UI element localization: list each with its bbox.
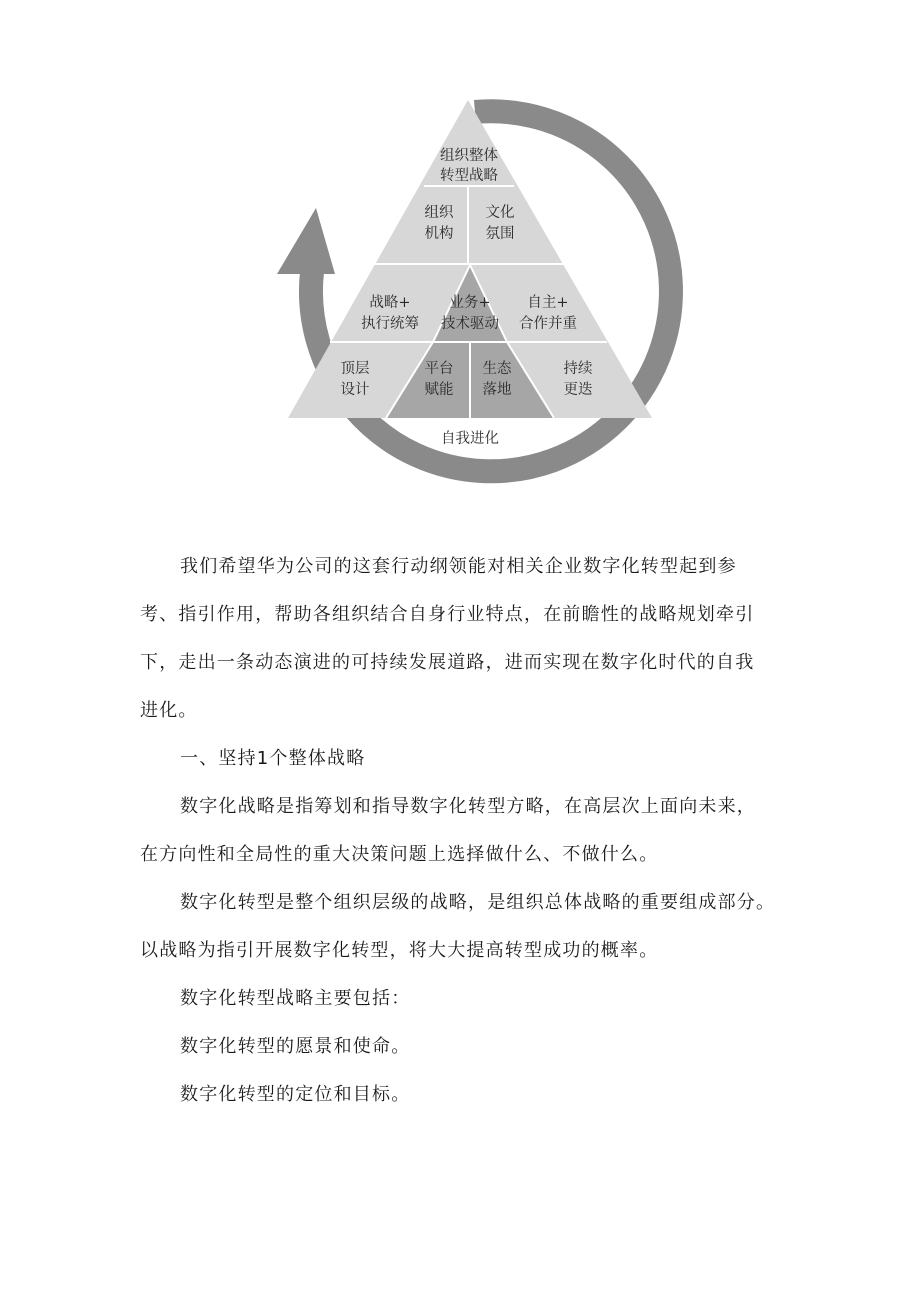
cycle-arrowhead-icon	[277, 208, 335, 274]
cell-autonomy-line2: 合作并重	[519, 316, 577, 332]
cell-strategy-line2: 执行统筹	[361, 316, 419, 332]
cell-top-line2: 转型战略	[440, 168, 498, 184]
cell-iterate-line1: 持续	[563, 361, 593, 377]
cell-top-line1: 组织整体	[440, 148, 498, 164]
p1-line3: 下，走出一条动态演进的可持续发展道路，进而实现在数字化时代的自我	[140, 652, 755, 673]
paragraph-3	[140, 879, 790, 975]
p2-line1: 数字化战略是指筹划和指导数字化转型方略，在高层次上面向未来，	[180, 796, 756, 817]
cell-strategy-line1: 战略+	[369, 295, 411, 311]
cell-culture-line2: 氛围	[485, 226, 515, 242]
paragraph-6	[140, 1071, 790, 1119]
p5-text: 数字化转型的愿景和使命。	[180, 1036, 411, 1057]
cell-org-line2: 机构	[424, 226, 454, 242]
cell-ecology-line1: 生态	[482, 361, 512, 377]
cell-toplevel-line1: 顶层	[340, 361, 370, 377]
cell-org-line1: 组织	[424, 205, 454, 221]
p2-line2: 在方向性和全局性的重大决策问题上选择做什么、不做什么。	[140, 844, 659, 865]
pyramid-diagram	[0, 0, 920, 500]
paragraph-4	[140, 975, 790, 1023]
cycle-label: 自我进化	[441, 431, 499, 447]
p3-line2: 以战略为指引开展数字化转型，将大大提高转型成功的概率。	[140, 940, 659, 961]
p1-line2: 考、指引作用，帮助各组织结合自身行业特点，在前瞻性的战略规划牵引	[140, 604, 755, 625]
p3-line1: 数字化转型是整个组织层级的战略，是组织总体战略的重要组成部分。	[180, 892, 776, 913]
cell-toplevel-line2: 设计	[340, 382, 370, 398]
section-heading-1	[140, 735, 790, 783]
p6-text: 数字化转型的定位和目标。	[180, 1084, 411, 1105]
paragraph-1	[140, 543, 790, 735]
paragraph-2	[140, 783, 790, 879]
cell-culture-line1: 文化	[485, 205, 515, 221]
cell-iterate-line2: 更迭	[563, 382, 593, 398]
heading1-text: 一、坚持1个整体战略	[180, 748, 366, 769]
p4-text: 数字化转型战略主要包括：	[180, 988, 411, 1009]
p1-line4: 进化。	[140, 700, 198, 721]
cell-platform-line2: 赋能	[424, 382, 454, 398]
cell-platform-line1: 平台	[424, 361, 454, 377]
cell-business-line1: 业务+	[449, 295, 491, 311]
cell-business-line2: 技术驱动	[441, 316, 499, 332]
paragraph-5	[140, 1023, 790, 1071]
p1-line1: 我们希望华为公司的这套行动纲领能对相关企业数字化转型起到参	[180, 556, 737, 577]
cell-ecology-line2: 落地	[482, 382, 512, 398]
pyramid-svg	[0, 0, 920, 500]
cell-autonomy-line1: 自主+	[527, 295, 569, 311]
